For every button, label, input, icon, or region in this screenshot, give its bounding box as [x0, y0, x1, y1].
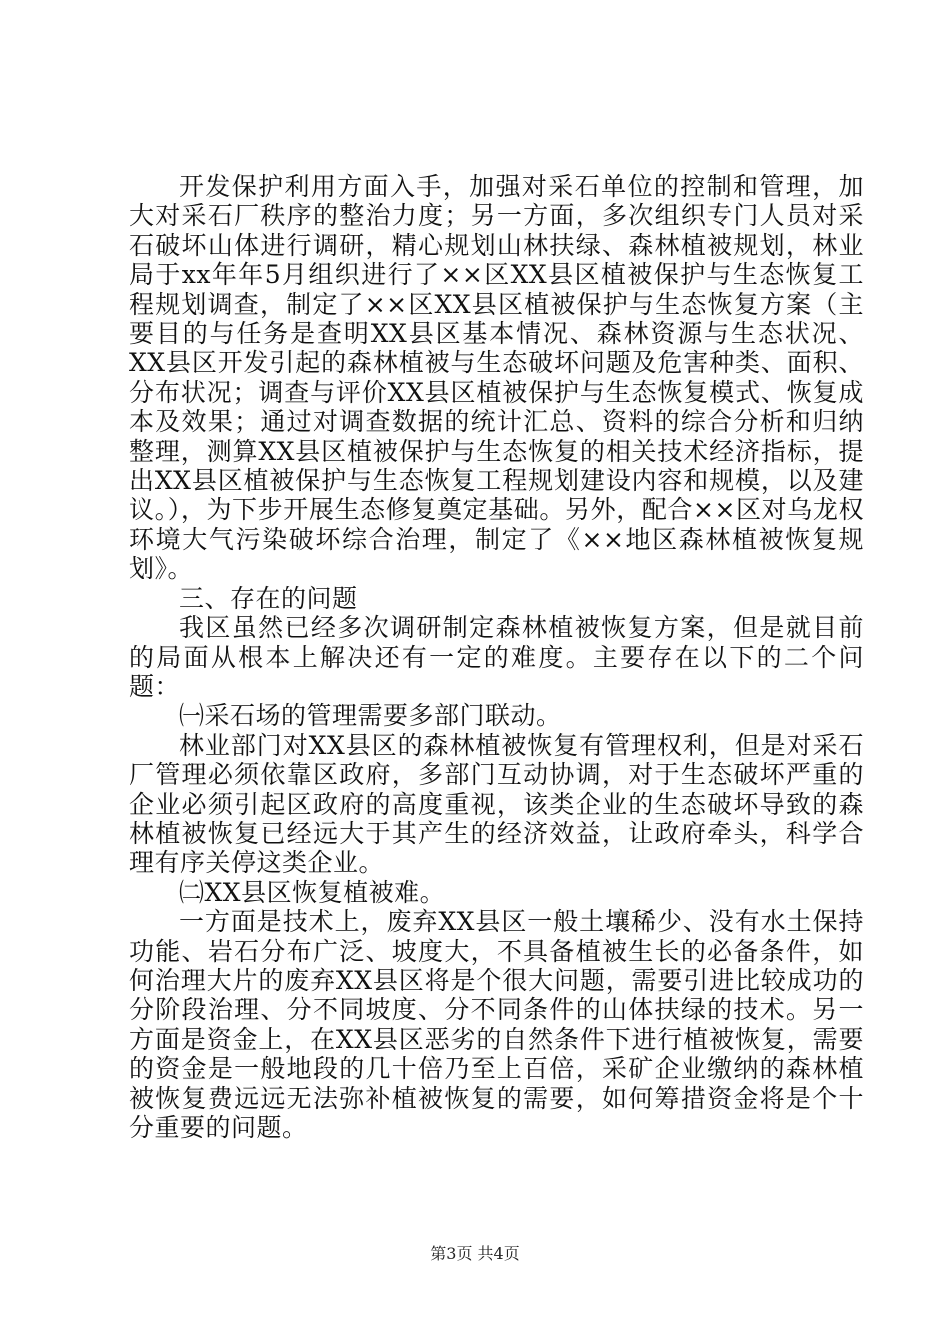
body-paragraph-3: 林业部门对XX县区的森林植被恢复有管理权利，但是对采石厂管理必须依靠区政府，多部门互动协调，对于生态破坏严重的企业必须引起区政府的高度重视，该类企业的生态破坏导致的森林植被恢复已经远大于其产生的经济效益，让政府牵头，科学合理有序关停这类企业。 [129, 730, 864, 878]
body-paragraph-2: 我区虽然已经多次调研制定森林植被恢复方案，但是就目前的局面从根本上解决还有一定的难度。主要存在以下的二个问题： [129, 613, 864, 701]
section-heading-problems: 三、存在的问题 [179, 583, 358, 613]
document-body [129, 172, 864, 1142]
body-paragraph-4: 一方面是技术上，废弃XX县区一般土壤稀少、没有水土保持功能、岩石分布广泛、坡度大，不具备植被生长的必备条件，如何治理大片的废弃XX县区将是个很大问题，需要引进比较成功的分阶段治理、分不同坡度、分不同条件的山体扶绿的技术。另一方面是资金上，在XX县区恶劣的自然条件下进行植被恢复，需要的资金是一般地段的几十倍乃至上百倍，采矿企业缴纳的森林植被恢复费远远无法弥补植被恢复的需要，如何筹措资金将是个十分重要的问题。 [129, 907, 864, 1142]
subheading-2: ㈡XX县区恢复植被难。 [179, 877, 446, 907]
subheading-1: ㈠采石场的管理需要多部门联动。 [179, 701, 562, 731]
page-number: 第3页 共4页 [430, 1244, 520, 1263]
page-footer [0, 1244, 950, 1264]
body-paragraph-1: 开发保护利用方面入手，加强对采石单位的控制和管理，加大对采石厂秩序的整治力度；另一方面，多次组织专门人员对采石破坏山体进行调研，精心规划山林扶绿、森林植被规划，林业局于xx年年5月组织进行了××区XX县区植被保护与生态恢复工程规划调查，制定了××区XX县区植被保护与生态恢复方案（主要目的与任务是查明XX县区基本情况、森林资源与生态状况、XX县区开发引起的森林植被与生态破坏问题及危害种类、面积、分布状况；调查与评价XX县区植被保护与生态恢复模式、恢复成本及效果；通过对调查数据的统计汇总、资料的综合分析和归纳整理，测算XX县区植被保护与生态恢复的相关技术经济指标，提出XX县区植被保护与生态恢复工程规划建设内容和规模，以及建议。），为下步开展生态修复奠定基础。另外，配合××区对乌龙权环境大气污染破坏综合治理，制定了《××地区森林植被恢复规划》。 [129, 172, 864, 584]
